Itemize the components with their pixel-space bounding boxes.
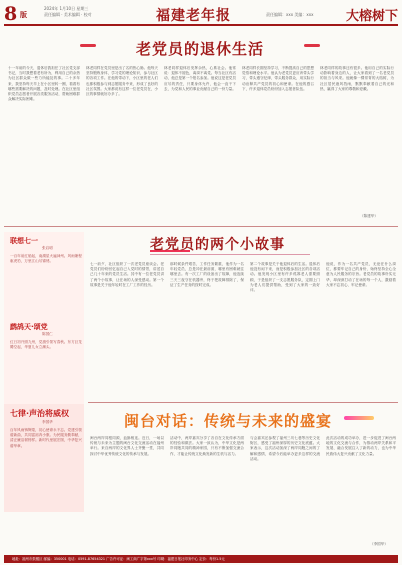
section2-title-rule bbox=[150, 254, 310, 255]
section3-col3: 与会嘉宾还参观了福州三坊七巷等历史文化街区，感受了福州深厚的历史文化底蕴。大家表示，这次活动加深了两岸同胞之间的了解和感情，希望今后能举办更多这样的交流活动。 bbox=[250, 436, 320, 461]
section3-title: 闽台对话：传统与未来的盛宴 bbox=[124, 412, 333, 430]
poem1-author: 张启明 bbox=[42, 246, 53, 250]
section3-col1: 闽台两岸同根同源，血脉相连。近日，一场以传统与未来为主题的闽台文化交流活动在福州举行。来自两岸的文化界人士齐聚一堂，共同探讨中华优秀传统文化的传承与发展。 bbox=[90, 436, 164, 456]
column-name: 大榕树下 bbox=[345, 9, 398, 24]
poem3-body: 百年风雨铸辉煌，初心使命永不忘。党建引领谱新曲，共同富裕奔小康。为民服务勤奉献，清正廉洁树榜样。新时代里展宏图，中华复兴谱华章。 bbox=[10, 428, 82, 448]
section2-col4: 他说，作为一名共产党员，无论在什么岗位，都要牢记自己的身份，始终坚持全心全意为人民服务的宗旨。老党员的故事朴实无华，却深深打动了在场的每一个人，激励着大家不忘初心、牢记使命。 bbox=[326, 262, 396, 287]
section1-col2: 林老同样在党员里是出了名的热心肠。他每天坚持锻炼身体，学习党的理论知识，参与社区的各项工作。在他的带动下，小区里的老人们也都积极参与到志愿服务中来，形成了良好的社区氛围。大家都说有这样一位老党员在，小区的事情就好办多了。 bbox=[86, 66, 158, 97]
section3-col4: 此次活动的成功举办，进一步促进了闽台两地的文化交流与合作，为推动两岸关系和平发展、融合发展注入了新的动力，也为中华民族伟大复兴贡献了文化力量。 bbox=[326, 436, 396, 456]
header-info bbox=[44, 6, 92, 18]
page-header bbox=[4, 4, 398, 26]
masthead: 福建老年报 bbox=[156, 8, 231, 24]
poem1-body: 一百年前红船起，南湖星火遍神州。风雨兼程驱虎豹，万里江山尽锦绣。 bbox=[10, 254, 82, 264]
section2-col2: 那时候条件艰苦，工作任务繁重，他作为一名年轻党员，总是冲在最前面，哪里有困难就往哪里去。有一次工厂的设备出了故障，他连续三天三夜守在机器旁，终于把故障排除了，保证了生产任务的按时完成。 bbox=[170, 262, 244, 287]
poem2-author: 陈国仁 bbox=[42, 332, 53, 336]
section3-decoration bbox=[344, 416, 374, 420]
poem2-body: 红日初升照九州，党旗引领写春秋。东方巨龙腾空起，华夏儿女立潮头。 bbox=[10, 340, 82, 350]
header-meta: 责任编辑：xxx 美编：xxx bbox=[266, 12, 314, 17]
title-decoration-right bbox=[304, 44, 320, 47]
section1-col1: 十一年前的今天，退休后我担任了社区党支部书记，当时我想着老有所为，利用自己的余热为社区群众做一些力所能及的事。二十多年来，我坚持每天早上在小区里转一圈，看看有哪些需要解决的问题，及时处理。在社区里组织党员志愿者开展各类服务活动，帮助困难群众解决实际困难。 bbox=[8, 66, 80, 102]
header-editors: 责任编辑 · 美术编辑 · 校对 bbox=[44, 12, 92, 17]
sidebar-poem-lower bbox=[4, 404, 84, 512]
section1-col3: 林老同样退休后发挥余热，心系社会。他常说：退休不褪色，离岗不离党。每当社区有活动，他总是第一个报名参加。他说这是老党员应尽的责任，只要身体允许，他会一直干下去，为党和人民的事业贡献自己的一份力量。 bbox=[164, 66, 236, 91]
section-divider-2 bbox=[88, 402, 398, 403]
section3-col2: 活动中，两岸嘉宾分享了各自在文化传承方面的经验和做法。大家一致认为，中华文化是两岸同胞共同的精神家园，只有不断加强交流合作，才能让传统文化焕发新的生机与活力。 bbox=[170, 436, 244, 456]
section2-col1: 七一前夕，社区组织了一次老党员座谈会。老党员们纷纷回忆起自己入党时的情景，讲述自己几十年来的党员生活。其中有一位老党员讲了两个小故事，让在场的人深受感动。第一个故事是关于他年轻时在工厂工作的经历。 bbox=[90, 262, 164, 287]
section1-signature: （陈建华） bbox=[360, 214, 378, 218]
section2-col3: 第二个故事是关于他退休后的生活。退休后他没有闲下来，而是积极参加社区的各项活动。他发现小区里有许多孤寡老人需要照顾，于是组织了一支志愿服务队，定期上门为老人们提供帮助，受到了大家的一致好评。 bbox=[250, 262, 320, 293]
poem3-author: 李国华 bbox=[42, 420, 53, 424]
header-date: 2024年 1月10日 星期三 bbox=[44, 6, 89, 11]
section1-col4: 林老同样长期坚持学习，不断提高自己的思想觉悟和理论水平。他认为老党员更应该带头学习，带头遵守纪律，带头服务群众，用实际行动诠释共产党员的初心和使命。在他的感召下，许多退休党员纷纷加入志愿者队伍。 bbox=[242, 66, 314, 91]
footer-text: 地址：福州市鼓楼区 邮编：350001 电话：0591-87654321 广告许可证：闽工商广字第xxx号 印刷：福建日报社印务中心 定价：每份1.5元 bbox=[12, 557, 225, 561]
section1-col5: 林老同样的故事还有很多。他用自己的实际行动影响着身边的人，让大家看到了一名老党员的担当与风采。他就像一棵常青的大榕树，为社区居民遮风挡雨，默默奉献着自己的光和热，赢得了大家的尊敬和爱戴。 bbox=[320, 66, 394, 91]
poem3-title: 七律·声治将威权 bbox=[10, 409, 70, 418]
poem2-title: 鹧鸪天·颂党 bbox=[10, 323, 48, 331]
page-footer bbox=[4, 555, 398, 563]
section-divider bbox=[4, 226, 398, 227]
page-number: 8 bbox=[4, 3, 18, 25]
section1-title: 老党员的退休生活 bbox=[135, 40, 264, 58]
page-banner: 版 bbox=[20, 11, 27, 19]
sidebar-poems bbox=[4, 232, 84, 404]
section2-title: 老党员的两个小故事 bbox=[150, 237, 285, 253]
poem1-title: 联想七一 bbox=[10, 237, 38, 245]
title-decoration-left bbox=[80, 44, 96, 47]
section3-signature: （李国华） bbox=[370, 542, 388, 546]
